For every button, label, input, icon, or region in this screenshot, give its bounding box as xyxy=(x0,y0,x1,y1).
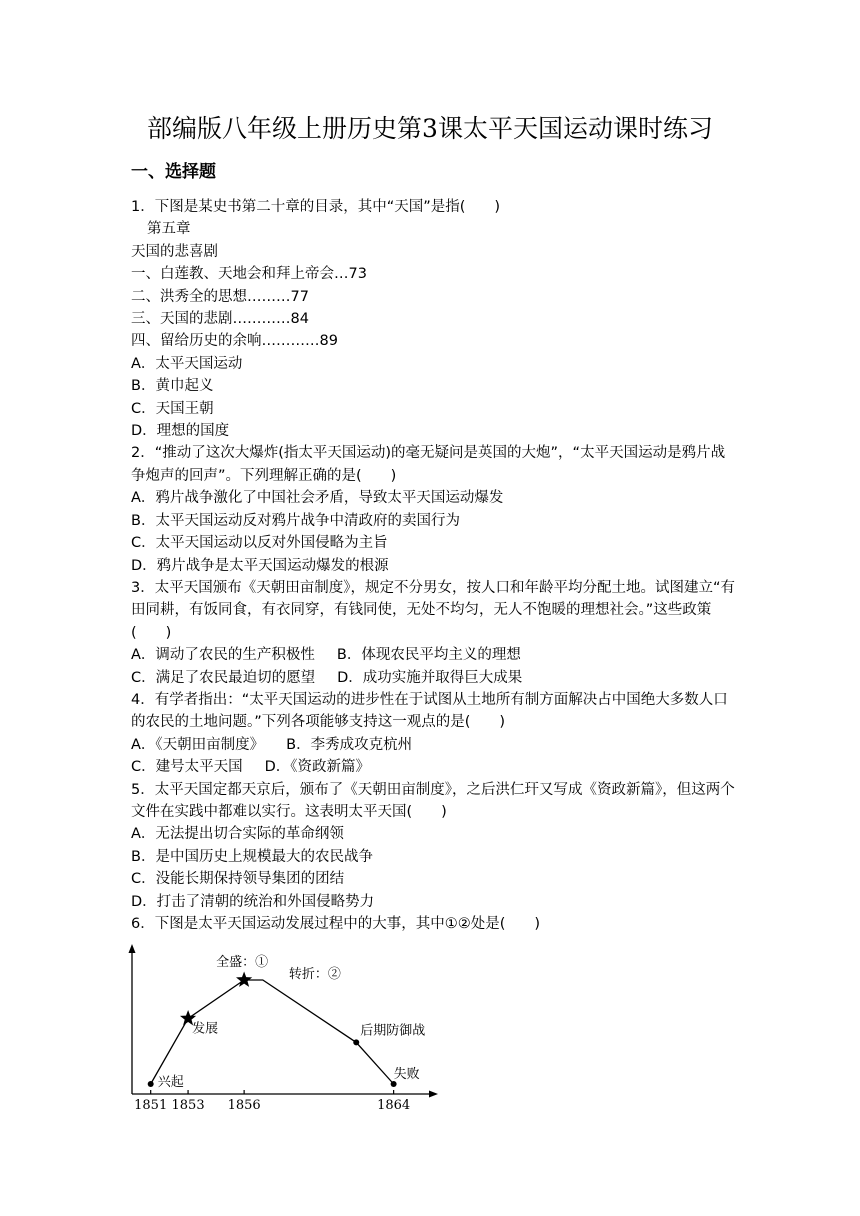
event-dot xyxy=(353,1039,359,1045)
x-tick-label: 1851 xyxy=(134,1098,168,1113)
question-1-stem: 1．下图是某史书第二十章的目录，其中“天国”是指( ) xyxy=(131,199,501,215)
option-row xyxy=(131,756,735,778)
option: D．理想的国度 xyxy=(131,423,230,440)
event-dot xyxy=(148,1081,154,1087)
option: C．没能长期保持领导集团的团结 xyxy=(131,871,345,888)
toc-line: 二、洪秀全的思想………77 xyxy=(131,288,309,305)
toc-line: 一、白莲教、天地会和拜上帝会…73 xyxy=(131,266,367,283)
option: C．满足了农民最迫切的愿望 xyxy=(131,669,316,686)
toc-line: 三、天国的悲剧…………84 xyxy=(131,311,309,328)
event-label: 全盛：① xyxy=(216,955,269,970)
option: B．李秀成攻克杭州 xyxy=(286,736,413,753)
toc-line: 四、留给历史的余响…………89 xyxy=(131,333,338,350)
option: D．鸦片战争是太平天国运动爆发的根源 xyxy=(131,557,389,574)
page-title: 部编版八年级上册历史第3课太平天国运动课时练习 xyxy=(147,114,713,143)
toc-line: 第五章 xyxy=(147,221,191,238)
option: A．无法提出切合实际的革命纲领 xyxy=(131,826,344,843)
option: A．《天朝田亩制度》 xyxy=(131,736,265,753)
option: B．黄巾起义 xyxy=(131,378,214,395)
question-4-stem: 4．有学者指出：“太平天国运动的进步性在于试图从土地所有制方面解决占中国绝大多数人口的农民的土地问题。”下列各项能够支持这一观点的是( ) xyxy=(131,691,728,731)
x-tick-label: 1856 xyxy=(227,1098,261,1113)
toc-line: 天国的悲喜剧 xyxy=(131,243,218,260)
trend-line xyxy=(151,980,394,1084)
option: C．建号太平天国 xyxy=(131,759,243,776)
option: A．太平天国运动 xyxy=(131,355,243,372)
timeline-chart xyxy=(126,944,456,1114)
event-label: 后期防御战 xyxy=(360,1023,426,1039)
option: C．天国王朝 xyxy=(131,400,214,417)
event-label: 发展 xyxy=(192,1021,219,1037)
event-label: 兴起 xyxy=(157,1075,184,1090)
option: C．太平天国运动以反对外国侵略为主旨 xyxy=(131,535,388,552)
option: B．太平天国运动反对鸦片战争中清政府的卖国行为 xyxy=(131,512,460,529)
event-label: 失败 xyxy=(393,1067,420,1082)
option: B．是中国历史上规模最大的农民战争 xyxy=(131,848,373,865)
question-5-stem: 5．太平天国定都天京后，颁布了《天朝田亩制度》，之后洪仁玕又写成《资政新篇》，但这两个文件在实践中都难以实行。这表明太平天国( ) xyxy=(131,781,735,820)
option: D．成功实施并取得巨大成果 xyxy=(337,669,523,686)
x-tick-label: 1853 xyxy=(171,1098,205,1113)
option: A．鸦片战争激化了中国社会矛盾，导致太平天国运动爆发 xyxy=(131,490,504,507)
event-label: 转折：② xyxy=(288,967,341,982)
question-6-stem: 6．下图是太平天国运动发展过程中的大事，其中①②处是( ) xyxy=(131,916,541,932)
x-axis-arrow xyxy=(429,1091,438,1098)
option: D．打击了清朝的统治和外国侵略势力 xyxy=(131,893,375,910)
option-row xyxy=(131,734,735,756)
option: D．《资政新篇》 xyxy=(264,759,371,776)
question-3-stem: 3．太平天国颁布《天朝田亩制度》，规定不分男女，按人口和年龄平均分配土地。试图建立“有田同耕，有饭同食，有衣同穿，有钱同使，无处不均匀，无人不饱暖的理想社会。”这些政策( ) xyxy=(131,579,735,641)
y-axis-arrow xyxy=(129,944,136,953)
question-list xyxy=(131,196,735,935)
option: B．体现农民平均主义的理想 xyxy=(336,647,521,664)
question-2-stem: 2．“推动了这次大爆炸(指太平天国运动)的毫无疑问是英国的大炮”，“太平天国运动是鸦片战争炮声的回声”。下列理解正确的是( ) xyxy=(131,445,726,484)
option-row xyxy=(131,667,735,689)
section-title: 一、选择题 xyxy=(131,162,216,182)
option-row xyxy=(131,644,735,666)
option: A．调动了农民的生产积极性 xyxy=(131,647,315,664)
x-tick-label: 1864 xyxy=(377,1098,411,1113)
